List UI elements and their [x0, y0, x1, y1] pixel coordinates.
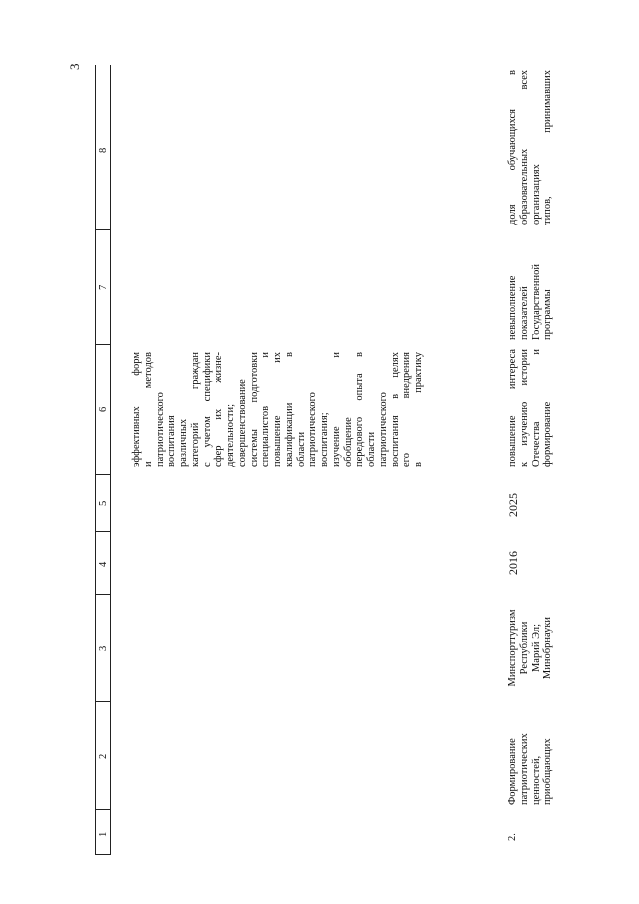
text-line: патриотического [154, 392, 166, 467]
text-line: формирование [542, 401, 554, 467]
text-line: его внедрения [401, 352, 413, 467]
text-line: программы [542, 289, 554, 340]
header-col-7: 7 [98, 284, 109, 290]
text-line: доля обучающихся в [507, 70, 518, 225]
text-line: организациях [530, 164, 542, 225]
header-bottom-rule [110, 65, 111, 855]
text-line: патриотического [307, 392, 319, 467]
col-divider-0 [95, 854, 110, 855]
header-col-3: 3 [98, 645, 109, 651]
header-col-5: 5 [98, 500, 109, 506]
text-line: показателей [518, 286, 530, 340]
text-line: в практику [413, 352, 424, 467]
text-line: воспитания в целях [389, 352, 401, 467]
text-line: специалистов и [260, 352, 272, 467]
col6-continuation [131, 352, 425, 467]
text-line: образовательных всех [518, 70, 530, 225]
text-line: Марий Эл; [530, 623, 542, 673]
header-col-8: 8 [98, 147, 109, 153]
text-line: сфер их жизне- [213, 352, 225, 467]
header-col-4: 4 [98, 561, 109, 567]
text-line: обобщение [342, 417, 354, 467]
row2-expected-result [507, 349, 554, 467]
text-line: Минобрнауки [542, 616, 554, 680]
text-line: категорий граждан [189, 352, 201, 467]
col-divider-5 [95, 474, 110, 475]
col-divider-7 [95, 229, 110, 230]
row2-consequences [507, 234, 554, 340]
header-col-2: 2 [98, 753, 109, 759]
header-col-6: 6 [98, 406, 109, 412]
text-line: передового опыта в [354, 352, 366, 467]
row2-goal [507, 705, 554, 805]
text-line: области [366, 431, 377, 467]
col-divider-2 [95, 701, 110, 702]
row2-end-year: 2025 [506, 493, 520, 517]
text-line: патриотических [518, 733, 530, 805]
row2-executor [507, 599, 554, 697]
col-divider-1 [95, 809, 110, 810]
text-line: Республики [518, 621, 530, 675]
row-number: 2. [507, 833, 518, 841]
text-line: системы подготовки [248, 352, 260, 467]
col-divider-4 [95, 531, 110, 532]
text-line: эффективных форм [131, 352, 142, 467]
text-line: ценностей, [530, 755, 542, 805]
text-line: воспитания; [319, 412, 330, 467]
text-line: Формирование [507, 738, 518, 805]
text-line: деятельности; [225, 403, 236, 467]
text-line: квалификации в [283, 352, 295, 467]
row2-start-year: 2016 [506, 551, 520, 575]
text-line: Минспорттуризм [507, 609, 518, 687]
row2-indicator [507, 70, 554, 225]
text-line: повышение их [272, 352, 283, 467]
text-line: совершенствование [236, 379, 248, 467]
text-line: к изучению истории [518, 349, 530, 467]
page-number: 3 [67, 63, 82, 70]
text-line: повышение интереса [507, 349, 518, 467]
text-line: приобщающих [542, 738, 554, 805]
text-line: невыполнение [507, 275, 518, 340]
rotated-table [95, 65, 585, 855]
text-line: с учетом специфики [201, 352, 213, 467]
header-col-1: 1 [98, 831, 109, 837]
text-line: воспитания [166, 415, 178, 467]
text-line: типов, принимавших [542, 70, 554, 225]
text-line: области [295, 431, 307, 467]
col-divider-3 [95, 594, 110, 595]
table-top-rule [95, 65, 96, 855]
text-line: патриотического [377, 392, 389, 467]
text-line: Отечества и [530, 349, 542, 467]
text-line: и методов [142, 352, 154, 467]
col-divider-6 [95, 344, 110, 345]
text-line: различных [178, 418, 189, 467]
text-line: Государственной [530, 264, 542, 340]
text-line: изучение и [330, 352, 342, 467]
